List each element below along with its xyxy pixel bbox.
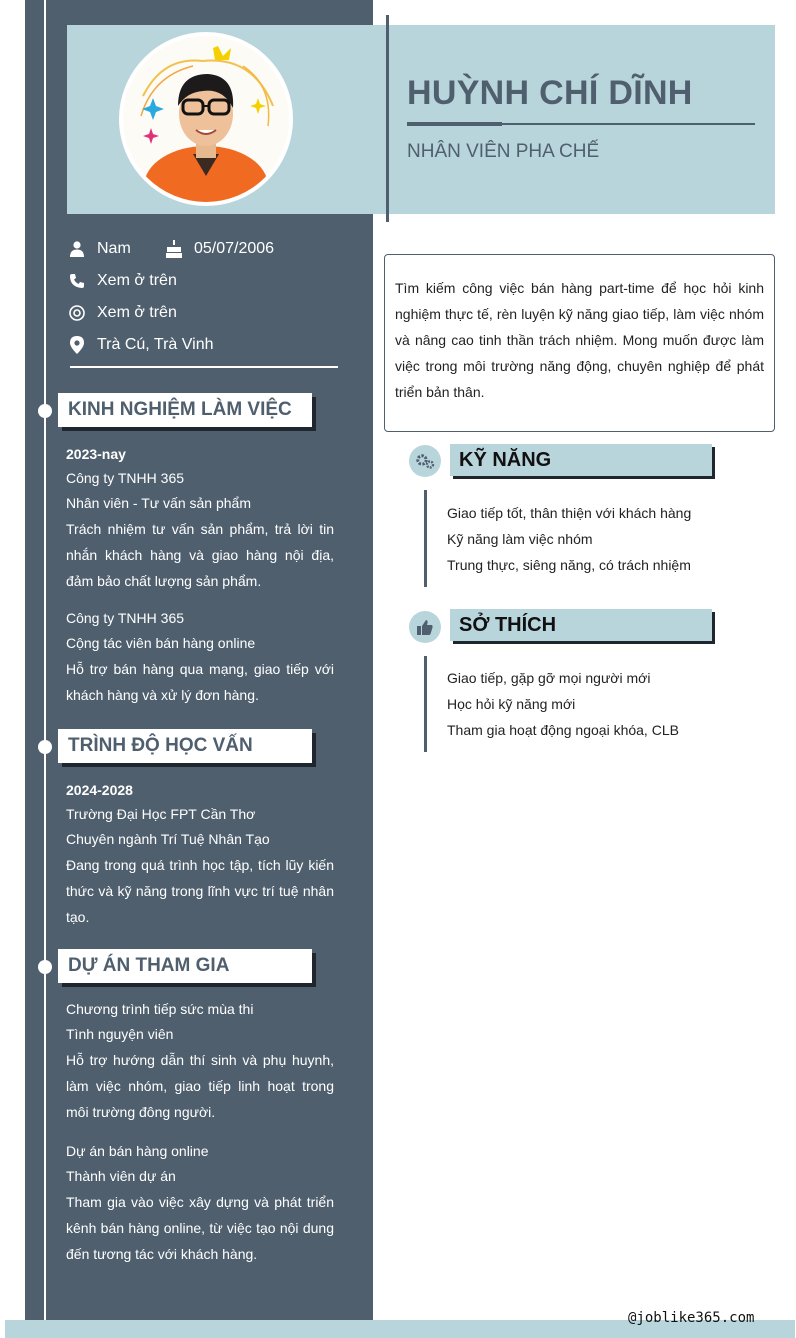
project-role: Tình nguyện viên: [66, 1026, 174, 1042]
education-description: Đang trong quá trình học tập, tích lũy kiến thức và kỹ năng trong lĩnh vực trí tuệ nhân tạo.: [66, 857, 334, 925]
phone-value: Xem ở trên: [97, 272, 177, 289]
project-description: Tham gia vào việc xây dựng và phát triển kênh bán hàng online, từ việc tạo nội dung đến tương tác với khách hàng.: [66, 1194, 334, 1262]
experience-description: Hỗ trợ bán hàng qua mạng, giao tiếp với khách hàng và xử lý đơn hàng.: [66, 661, 334, 703]
section-title-skills: KỸ NĂNG: [450, 444, 712, 476]
candidate-name: HUỲNH CHÍ DĨNH: [407, 74, 693, 112]
timeline-dot-education: [38, 740, 52, 754]
hobby-item: Giao tiếp, gặp gỡ mọi người mới: [447, 670, 651, 686]
cake-icon: [163, 238, 185, 260]
phone-icon: [66, 270, 88, 292]
info-gender: [66, 238, 131, 260]
experience-item-1: [66, 442, 334, 594]
skill-item: Giao tiếp tốt, thân thiện với khách hàng: [447, 505, 692, 521]
experience-period: 2023-nay: [66, 446, 126, 462]
thumbs-up-icon: [409, 611, 441, 643]
skills-list: [447, 500, 691, 578]
section-title-projects: DỰ ÁN THAM GIA: [58, 949, 312, 983]
gender-value: Nam: [97, 240, 131, 257]
info-divider: [70, 366, 338, 368]
gears-icon: [409, 445, 441, 477]
email-value: Xem ở trên: [97, 304, 177, 321]
skills-line: [424, 490, 427, 587]
info-phone: [66, 270, 177, 292]
info-birthday: [163, 238, 274, 260]
watermark: @joblike365.com: [628, 1310, 755, 1326]
address-value: Trà Cú, Trà Vinh: [97, 336, 214, 353]
experience-company: Công ty TNHH 365: [66, 470, 185, 486]
project-item-2: [66, 1139, 334, 1267]
location-pin-icon: [66, 334, 88, 356]
career-objective: Tìm kiếm công việc bán hàng part-time để học hỏi kinh nghiệm thực tế, rèn luyện kỹ năng giao tiếp, làm việc nhóm và nâng cao tinh thần trách nhiệm. Mong muốn được làm việc trong môi trường năng động, chuyên nghiệp để phát triển bản thân.: [384, 254, 775, 432]
hobby-item: Tham gia hoạt động ngoại khóa, CLB: [447, 722, 679, 738]
project-role: Thành viên dự án: [66, 1168, 176, 1184]
timeline-dot-experience: [38, 404, 52, 418]
project-item-1: [66, 997, 334, 1125]
name-underline-accent: [407, 122, 502, 126]
hobbies-line: [424, 656, 427, 752]
section-title-hobbies: SỞ THÍCH: [450, 609, 712, 641]
experience-role: Nhân viên - Tư vấn sản phẩm: [66, 495, 251, 511]
section-title-education: TRÌNH ĐỘ HỌC VẤN: [58, 729, 312, 763]
info-email: [66, 302, 177, 324]
skill-item: Trung thực, siêng năng, có trách nhiệm: [447, 557, 691, 573]
experience-description: Trách nhiệm tư vấn sản phẩm, trả lời tin nhắn khách hàng và giao hàng nội địa, đảm bảo chất lượng sản phẩm.: [66, 521, 334, 589]
timeline-line: [44, 0, 46, 1338]
skill-item: Kỹ năng làm việc nhóm: [447, 531, 593, 547]
avatar-photo: [123, 36, 289, 202]
avatar: [119, 32, 293, 206]
education-item: [66, 778, 334, 930]
experience-item-2: [66, 606, 334, 708]
email-icon: [66, 302, 88, 324]
timeline-dot-projects: [38, 960, 52, 974]
hobby-item: Học hỏi kỹ năng mới: [447, 696, 576, 712]
experience-role: Cộng tác viên bán hàng online: [66, 635, 256, 651]
education-period: 2024-2028: [66, 782, 133, 798]
user-icon: [66, 238, 88, 260]
project-description: Hỗ trợ hướng dẫn thí sinh và phụ huynh, làm việc nhóm, giao tiếp linh hoạt trong môi trường đông người.: [66, 1052, 334, 1120]
education-major: Chuyên ngành Trí Tuệ Nhân Tạo: [66, 831, 270, 847]
education-school: Trường Đại Học FPT Cần Thơ: [66, 806, 256, 822]
hobbies-list: [447, 665, 679, 743]
birthday-value: 05/07/2006: [194, 240, 275, 257]
experience-company: Công ty TNHH 365: [66, 610, 185, 626]
project-name: Dự án bán hàng online: [66, 1143, 209, 1159]
header-divider: [386, 15, 389, 222]
project-name: Chương trình tiếp sức mùa thi: [66, 1001, 254, 1017]
info-address: [66, 334, 214, 356]
section-title-experience: KINH NGHIỆM LÀM VIỆC: [58, 393, 312, 427]
job-title: NHÂN VIÊN PHA CHẾ: [407, 141, 600, 162]
